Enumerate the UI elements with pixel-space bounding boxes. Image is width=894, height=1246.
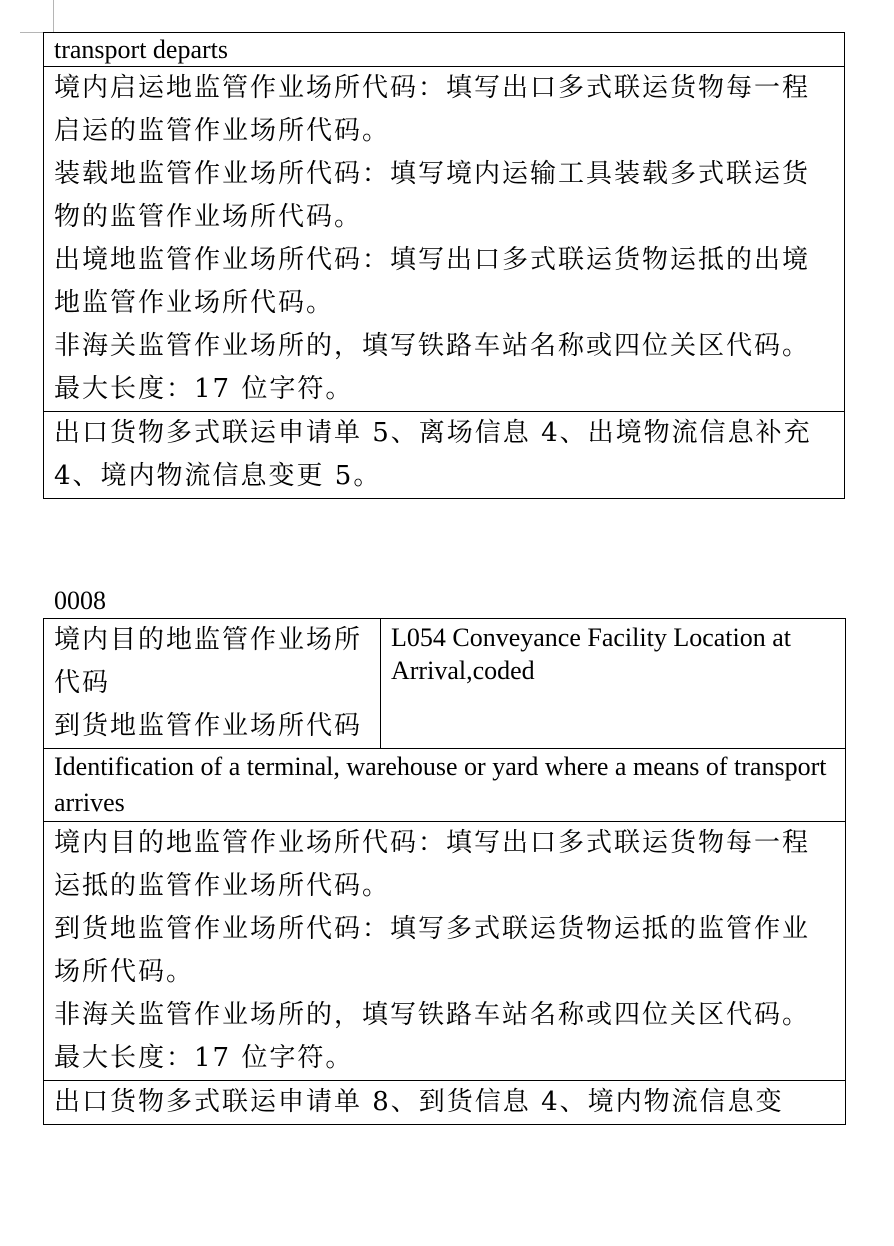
notes-cell (44, 822, 846, 1081)
un-element-text: L054 Conveyance Facility Location at Arrival,coded (391, 623, 791, 685)
table-row (44, 67, 845, 412)
usage-text: 出口货物多式联运申请单 8、到货信息 4、境内物流信息变 (54, 1087, 784, 1117)
table-row (44, 619, 846, 749)
element-id-label: 0008 (54, 586, 106, 615)
definition-cell (44, 33, 845, 67)
note-paragraph: 最大长度：17 位字符。 (54, 374, 354, 404)
element-name-cell (44, 619, 381, 749)
usage-cell (44, 412, 845, 499)
note-paragraph: 境内启运地监管作业场所代码：填写出口多式联运货物每一程启运的监管作业场所代码。 (54, 73, 811, 146)
usage-cell (44, 1081, 846, 1125)
definition-text: transport departs (54, 35, 229, 64)
note-paragraph: 非海关监管作业场所的，填写铁路车站名称或四位关区代码。 (54, 331, 811, 361)
data-element-table-0008 (43, 618, 846, 1125)
table-row (44, 749, 846, 822)
table-row (44, 33, 845, 67)
un-element-cell (381, 619, 846, 749)
notes-cell (44, 67, 845, 412)
note-paragraph: 最大长度：17 位字符。 (54, 1043, 354, 1073)
data-element-table-top (43, 32, 845, 499)
table-row (44, 822, 846, 1081)
page-corner-mark (53, 0, 54, 33)
definition-cell (44, 749, 846, 822)
table-row (44, 412, 845, 499)
table-row (44, 1081, 846, 1125)
element-name-line: 境内目的地监管作业场所代码 (54, 625, 363, 698)
definition-text: Identification of a terminal, warehouse or yard where a means of transport arrives (54, 752, 827, 817)
element-name-line: 到货地监管作业场所代码 (54, 711, 363, 741)
note-paragraph: 装载地监管作业场所代码：填写境内运输工具装载多式联运货物的监管作业场所代码。 (54, 159, 811, 232)
note-paragraph: 出境地监管作业场所代码：填写出口多式联运货物运抵的出境地监管作业场所代码。 (54, 245, 811, 318)
usage-text: 出口货物多式联运申请单 5、离场信息 4、出境物流信息补充 4、境内物流信息变更 5。 (54, 418, 812, 491)
note-paragraph: 境内目的地监管作业场所代码：填写出口多式联运货物每一程运抵的监管作业场所代码。 (54, 828, 811, 901)
note-paragraph: 非海关监管作业场所的，填写铁路车站名称或四位关区代码。 (54, 1000, 811, 1030)
note-paragraph: 到货地监管作业场所代码：填写多式联运货物运抵的监管作业场所代码。 (54, 914, 811, 987)
